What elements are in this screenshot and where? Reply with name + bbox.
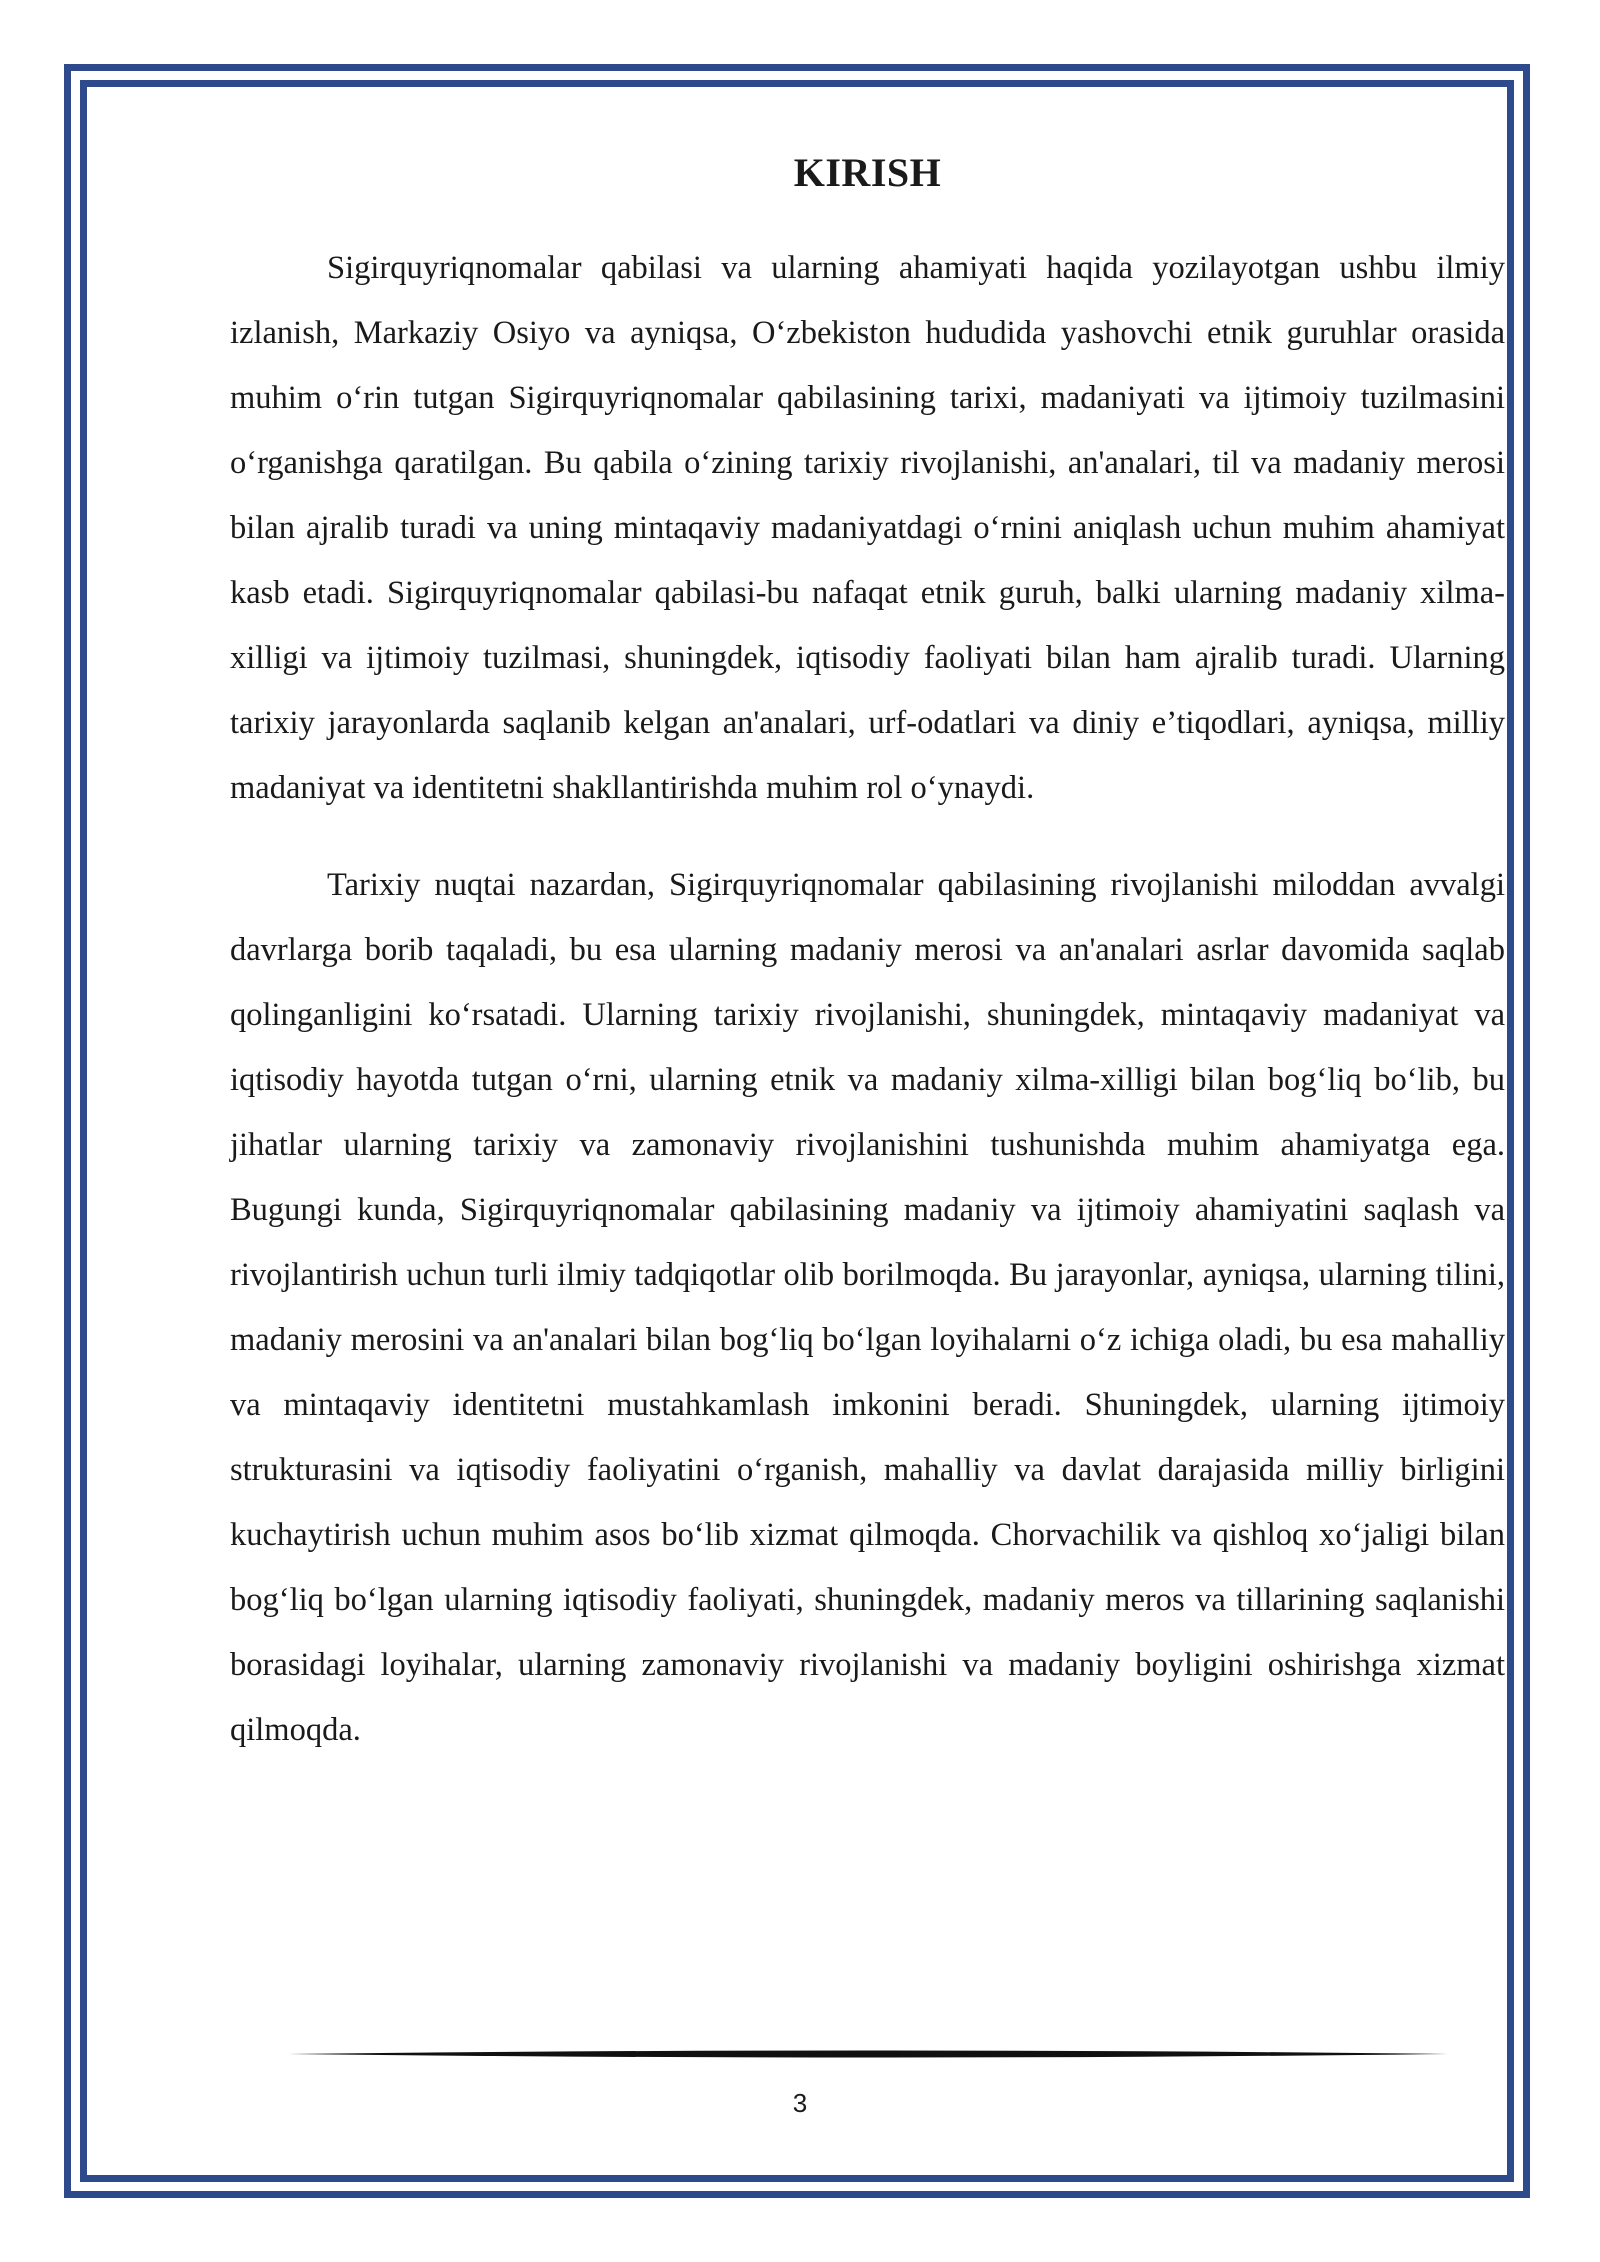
page-number: 3 (792, 2088, 808, 2118)
section-title: KIRISH (793, 150, 942, 195)
decorative-divider (288, 2044, 1448, 2064)
paragraph-1: Sigirquyriqnomalar qabilasi va ularning ahamiyati haqida yozilayotgan ushbu ilmiy izlanish, Markaziy Osiyo va ayniqsa, O‘zbekiston hududida yashovchi etnik guruhlar orasida muhim o‘rin tutgan Sigirquyriqnomalar qabilasining tarixi, madaniyati va ijtimoiy tuzilmasini o‘rganishga qaratilgan. Bu qabila o‘zining tarixiy rivojlanishi, an'analari, til va madaniy merosi bilan ajralib turadi va uning mintaqaviy madaniyatdagi o‘rnini aniqlash uchun muhim ahamiyat kasb etadi. Sigirquyriqnomalar qabilasi-bu nafaqat etnik guruh, balki ularning madaniy xilma-xilligi va ijtimoiy tuzilmasi, shuningdek, iqtisodiy faoliyati bilan ham ajralib turadi. Ularning tarixiy jarayonlarda saqlanib kelgan an'analari, urf-odatlari va diniy e’tiqodlari, ayniqsa, milliy madaniyat va identitetni shakllantirishda muhim rol o‘ynaydi. (230, 250, 1505, 806)
paragraph-2: Tarixiy nuqtai nazardan, Sigirquyriqnomalar qabilasining rivojlanishi miloddan avvalgi davrlarga borib taqaladi, bu esa ularning madaniy merosi va an'analari asrlar davomida saqlab qolinganligini ko‘rsatadi. Ularning tarixiy rivojlanishi, shuningdek, mintaqaviy madaniyat va iqtisodiy hayotda tutgan o‘rni, ularning etnik va madaniy xilma-xilligi bilan bog‘liq bo‘lib, bu jihatlar ularning tarixiy va zamonaviy rivojlanishini tushunishda muhim ahamiyatga ega. Bugungi kunda, Sigirquyriqnomalar qabilasining madaniy va ijtimoiy ahamiyatini saqlash va rivojlantirish uchun turli ilmiy tadqiqotlar olib borilmoqda. Bu jarayonlar, ayniqsa, ularning tilini, madaniy merosini va an'analari bilan bog‘liq bo‘lgan loyihalarni o‘z ichiga oladi, bu esa mahalliy va mintaqaviy identitetni mustahkamlash imkonini beradi. Shuningdek, ularning ijtimoiy strukturasini va iqtisodiy faoliyatini o‘rganish, mahalliy va davlat darajasida milliy birligini kuchaytirish uchun muhim asos bo‘lib xizmat qilmoqda. Chorvachilik va qishloq xo‘jaligi bilan bog‘liq bo‘lgan ularning iqtisodiy faoliyati, shuningdek, madaniy meros va tillarining saqlanishi borasidagi loyihalar, ularning zamonaviy rivojlanishi va madaniy boyligini oshirishga xizmat qilmoqda. (230, 867, 1505, 1748)
page-content (230, 140, 1505, 1763)
